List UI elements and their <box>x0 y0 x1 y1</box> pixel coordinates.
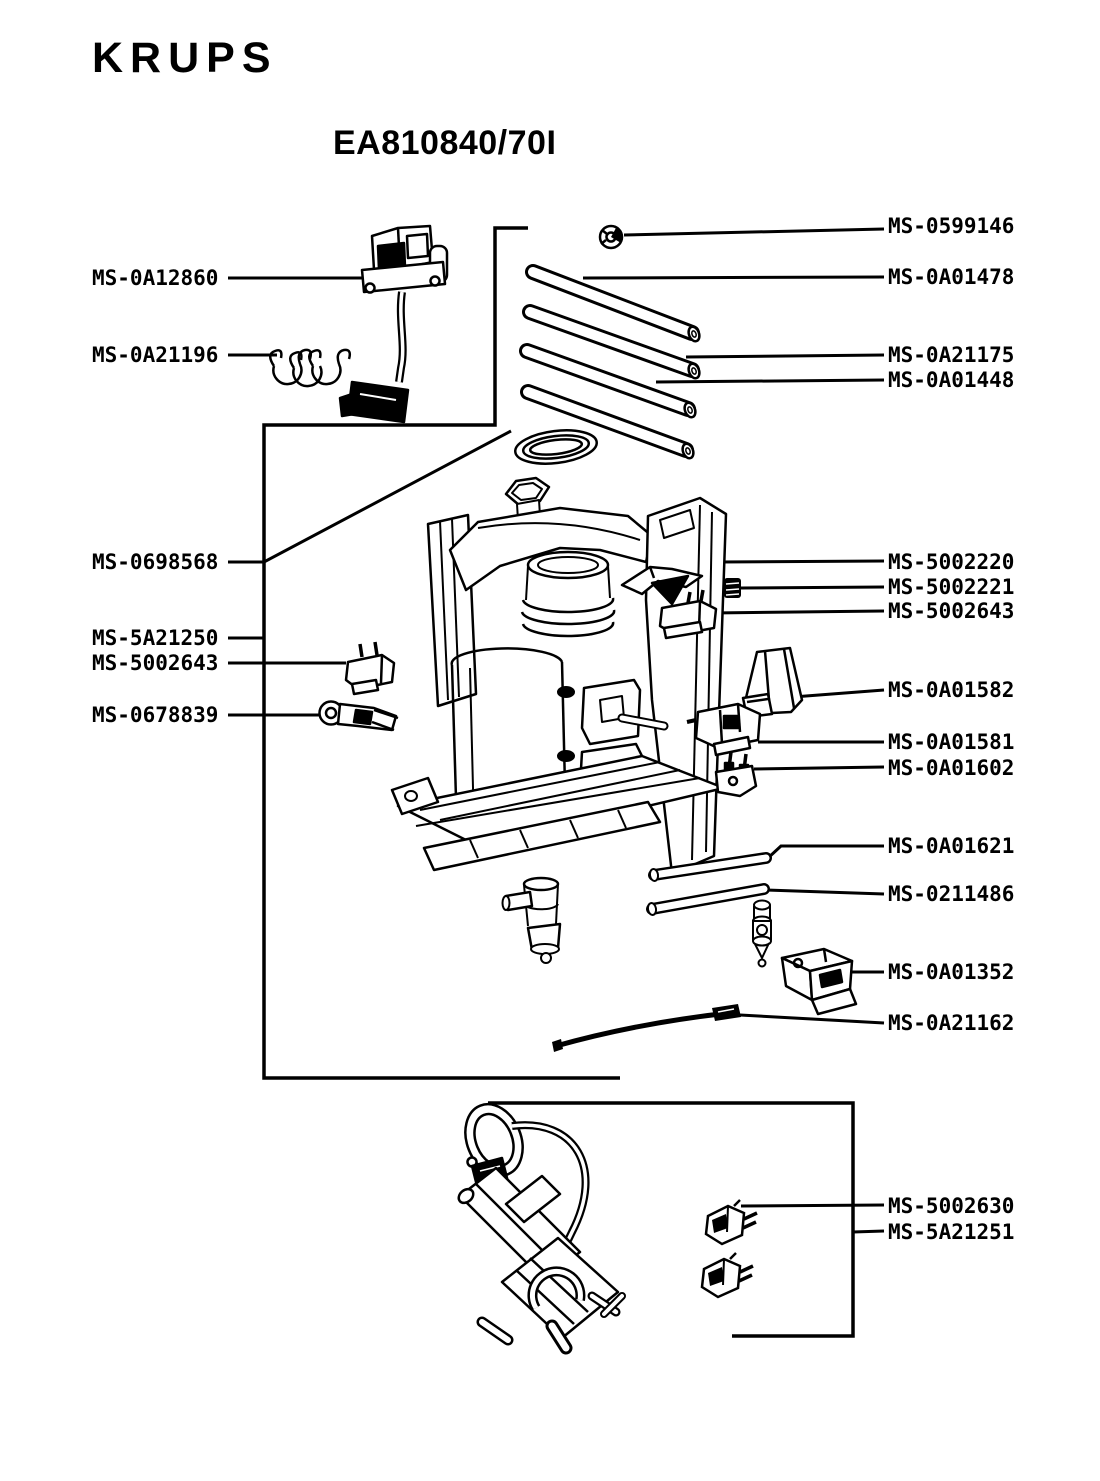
leader-ms-5002630 <box>741 1205 884 1206</box>
part-ms-5a21251-connector <box>702 1253 753 1297</box>
part-label-ms-0a21162: MS-0A21162 <box>888 1011 1015 1035</box>
part-label-ms-5002221: MS-5002221 <box>888 575 1015 599</box>
part-label-ms-5002643-right: MS-5002643 <box>888 599 1015 623</box>
part-ms-0a21196-clips <box>270 350 350 386</box>
part-label-ms-0a01478: MS-0A01478 <box>888 265 1015 289</box>
part-ms-5002643-left-switch <box>346 642 394 694</box>
part-label-ms-0a21175: MS-0A21175 <box>888 343 1015 367</box>
leader-ms-0211486 <box>766 890 884 894</box>
part-ms-0211486-tube <box>647 889 764 916</box>
leader-ms-0599146 <box>624 229 884 235</box>
leader-ms-5a21251 <box>853 1231 884 1232</box>
part-label-ms-5002220: MS-5002220 <box>888 550 1015 574</box>
part-label-ms-0a21196: MS-0A21196 <box>92 343 219 367</box>
leader-ms-0a01621 <box>768 846 884 858</box>
part-small-valve <box>753 901 771 967</box>
part-ms-0a01582-chute <box>743 648 802 717</box>
leader-ms-5002221 <box>741 587 884 588</box>
part-ms-0a01352-bracket <box>782 949 856 1014</box>
leader-ms-5002220 <box>700 561 884 577</box>
part-label-ms-0678839: MS-0678839 <box>92 703 219 727</box>
part-label-ms-0698568: MS-0698568 <box>92 550 219 574</box>
part-label-ms-0a01352: MS-0A01352 <box>888 960 1015 984</box>
part-label-ms-0a01581: MS-0A01581 <box>888 730 1015 754</box>
part-label-ms-0599146: MS-0599146 <box>888 214 1015 238</box>
part-ms-0a01602-switch <box>716 752 756 796</box>
part-ms-0698568-gasket <box>513 426 598 468</box>
part-ms-0a01478-tube <box>533 272 701 343</box>
part-ms-0599146-nut <box>600 226 622 248</box>
part-label-ms-5a21250: MS-5A21250 <box>92 626 219 650</box>
part-label-ms-5002630: MS-5002630 <box>888 1194 1015 1218</box>
part-ms-0a12860-solenoid-valve <box>340 226 447 422</box>
part-ms-0678839-lever <box>320 702 399 731</box>
leader-ms-0a01478 <box>583 277 884 278</box>
part-label-ms-5002643-left: MS-5002643 <box>92 651 219 675</box>
page-title: EA810840/70I <box>333 124 557 162</box>
leader-ms-0a01602 <box>754 767 884 769</box>
part-label-ms-0a01602: MS-0A01602 <box>888 756 1015 780</box>
leader-ms-5002643-right <box>712 611 884 613</box>
leader-ms-0a21175 <box>686 355 884 357</box>
part-label-ms-0a01582: MS-0A01582 <box>888 678 1015 702</box>
part-label-ms-0a01621: MS-0A01621 <box>888 834 1015 858</box>
part-ms-0a21162-cable <box>552 1004 741 1052</box>
brand-logo: KRUPS <box>92 34 278 82</box>
part-label-ms-0a01448: MS-0A01448 <box>888 368 1015 392</box>
part-label-ms-5a21251: MS-5A21251 <box>888 1220 1015 1244</box>
leader-ms-0a21162 <box>740 1015 884 1023</box>
part-ms-5002221-grommet <box>724 578 741 598</box>
part-pump-thermoblock-assembly <box>455 1096 622 1348</box>
leader-ms-0a01448 <box>656 380 884 382</box>
part-label-ms-0a12860: MS-0A12860 <box>92 266 219 290</box>
part-ms-0a01621-tube <box>649 858 766 882</box>
leader-ms-0a01582 <box>793 690 884 697</box>
part-label-ms-0211486: MS-0211486 <box>888 882 1015 906</box>
part-ms-5a21250-main-assembly <box>392 478 726 963</box>
